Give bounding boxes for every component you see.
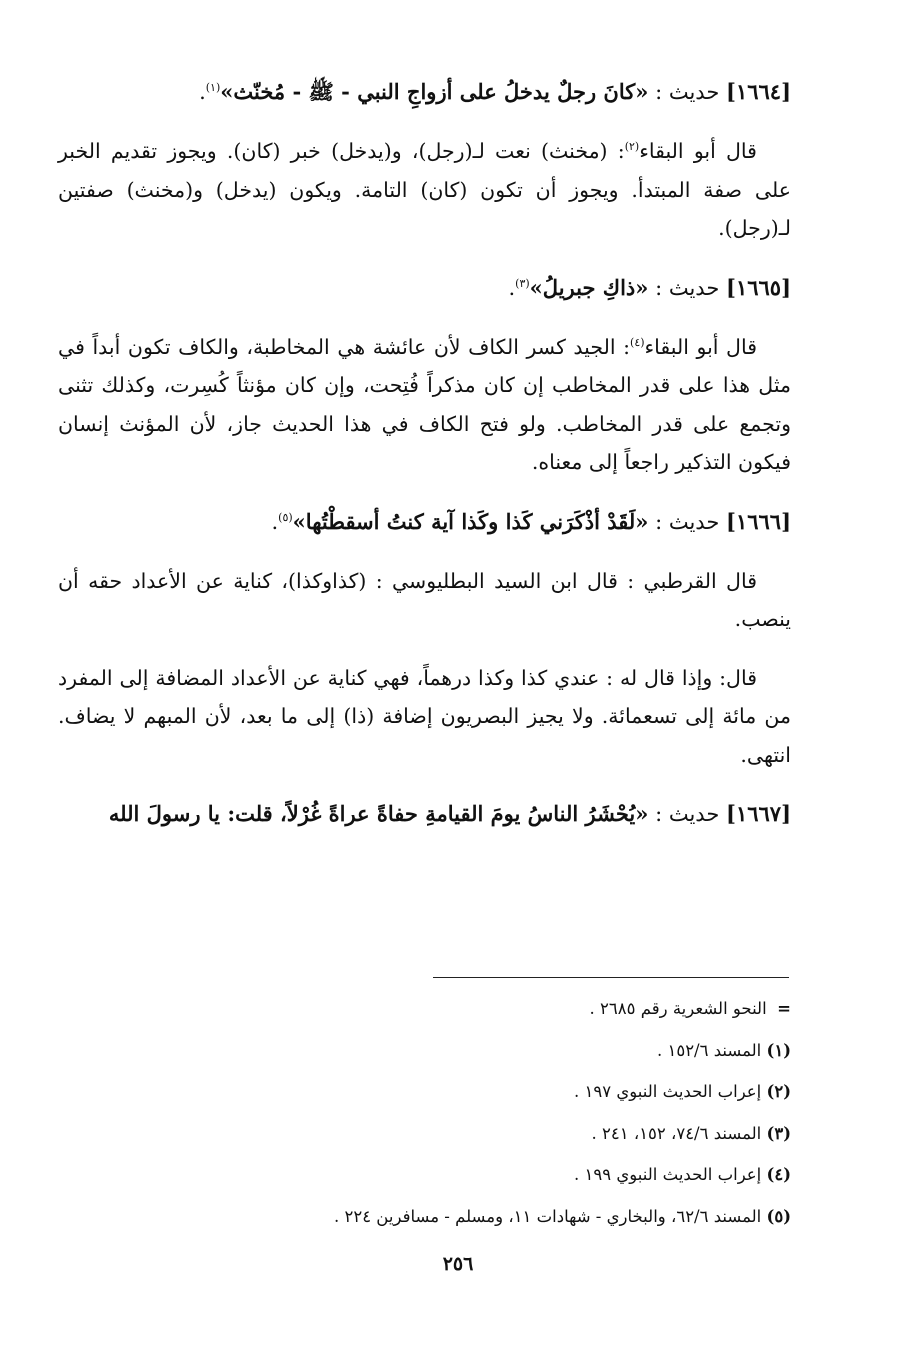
commentary-abu-albaqa-2 — [58, 328, 791, 482]
footnote-number: (١) — [766, 1040, 791, 1060]
footnote-text: المسند ٦٢/٦، والبخاري - شهادات ١١، ومسلم - مسافرين ٢٢٤ . — [333, 1206, 762, 1226]
hadith-lead: حديث : — [655, 509, 720, 534]
hadith-text: «لَقَدْ أذْكَرَني كَذا وكَذا آية كنتُ أسقطْتُها» — [292, 508, 649, 534]
footnote-ref[interactable]: (٣) — [515, 276, 530, 290]
hadith-lead: حديث : — [655, 80, 720, 104]
footnote-text: النحو الشعرية رقم ٢٦٨٥ . — [589, 999, 767, 1018]
footnote-number: (٢) — [766, 1082, 791, 1101]
footnote-ref[interactable]: (١) — [205, 81, 221, 94]
hadith-tail: . — [271, 509, 279, 534]
hadith-number: [١٦٦٥] — [726, 274, 791, 300]
footnote-ref[interactable]: (٥) — [278, 510, 293, 524]
footnote-ref[interactable]: (٤) — [630, 335, 645, 349]
hadith-number: [١٦٦٧] — [726, 801, 791, 826]
commentary-qurtubi — [58, 562, 791, 639]
hadith-1666 — [58, 502, 791, 542]
commentary-text: قال القرطبي : قال ابن السيد البطليوسي : (كذاوكذا)، كناية عن الأعداد حقه أن ينصب. — [58, 568, 791, 631]
commentary-text: : (مخنث) نعت لـ(رجل)، و(يدخل) خبر (كان). ويجوز تقديم الخبر على صفة المبتدأ. ويجوز أن تكون (كان) التامة. ويكون (يدخل) و(مخنث) صفتين لـ(رجل). — [58, 139, 791, 240]
hadith-text: «ذاكِ جبريلُ» — [529, 274, 649, 300]
commentary-lead: قال أبو البقاء — [644, 334, 757, 359]
hadith-text: «يُحْشَرُ الناسُ يومَ القيامةِ حفاةً عراةً غُرْلاً، قلت: يا رسولَ الله — [108, 801, 649, 826]
hadith-number: [١٦٦٤] — [726, 79, 791, 104]
footnote-separator — [433, 977, 789, 978]
footnote-2 — [58, 1081, 791, 1103]
footnote-continuation — [58, 998, 791, 1020]
footnote-number: (٣) — [766, 1123, 791, 1143]
footnote-number: (٥) — [766, 1206, 791, 1226]
footnote-text: المسند ٧٤/٦، ١٥٢، ٢٤١ . — [591, 1123, 762, 1143]
hadith-1664 — [58, 72, 791, 112]
footnote-5 — [58, 1206, 791, 1228]
footnote-4 — [58, 1164, 791, 1186]
commentary-text: : الجيد كسر الكاف لأن عائشة هي المخاطبة، والكاف تكون أبداً في مثل هذا على قدر المخاطب إن كان مذكراً فُتِحت، وإن كان مؤنثاً كُسِرت، وكذلك تثنى وتجمع على قدر المخاطب. ولو فتح الكاف في هذا الحديث جاز، لأن المؤنث إنسان فيكون التذكير راجعاً إلى معناه. — [58, 334, 791, 474]
footnote-text: المسند ١٥٢/٦ . — [656, 1040, 762, 1060]
commentary-qal — [58, 659, 791, 775]
footnote-text: إعراب الحديث النبوي ١٩٧ . — [574, 1082, 762, 1101]
hadith-tail: . — [199, 80, 206, 104]
main-text — [58, 72, 791, 854]
commentary-text: قال: وإذا قال له : عندي كذا وكذا درهماً، فهي كناية عن الأعداد المضافة إلى المفرد من مائة إلى تسعمائة. ولا يجيز البصريون إضافة (ذا) إلى ما بعد، لأن المبهم لا يضاف. انتهى. — [58, 665, 791, 767]
commentary-abu-albaqa-1 — [58, 132, 791, 248]
hadith-number: [١٦٦٦] — [726, 508, 791, 534]
footnote-number: = — [777, 999, 791, 1018]
page-number: ٢٥٦ — [442, 1253, 474, 1275]
hadith-lead: حديث : — [655, 802, 720, 826]
footnotes — [58, 998, 791, 1247]
hadith-lead: حديث : — [655, 275, 720, 300]
hadith-tail: . — [508, 275, 516, 300]
footnote-number: (٤) — [766, 1165, 791, 1184]
footnote-1 — [58, 1040, 791, 1062]
hadith-1667 — [58, 794, 791, 834]
footnote-ref[interactable]: (٢) — [624, 140, 640, 154]
footnote-text: إعراب الحديث النبوي ١٩٩ . — [574, 1165, 762, 1184]
footnote-3 — [58, 1123, 791, 1145]
commentary-lead: قال أبو البقاء — [639, 139, 757, 163]
hadith-text: «كانَ رجلٌ يدخلُ على أزواجِ النبي - ﷺ - مُخنّث» — [220, 79, 649, 104]
hadith-1665 — [58, 268, 791, 308]
